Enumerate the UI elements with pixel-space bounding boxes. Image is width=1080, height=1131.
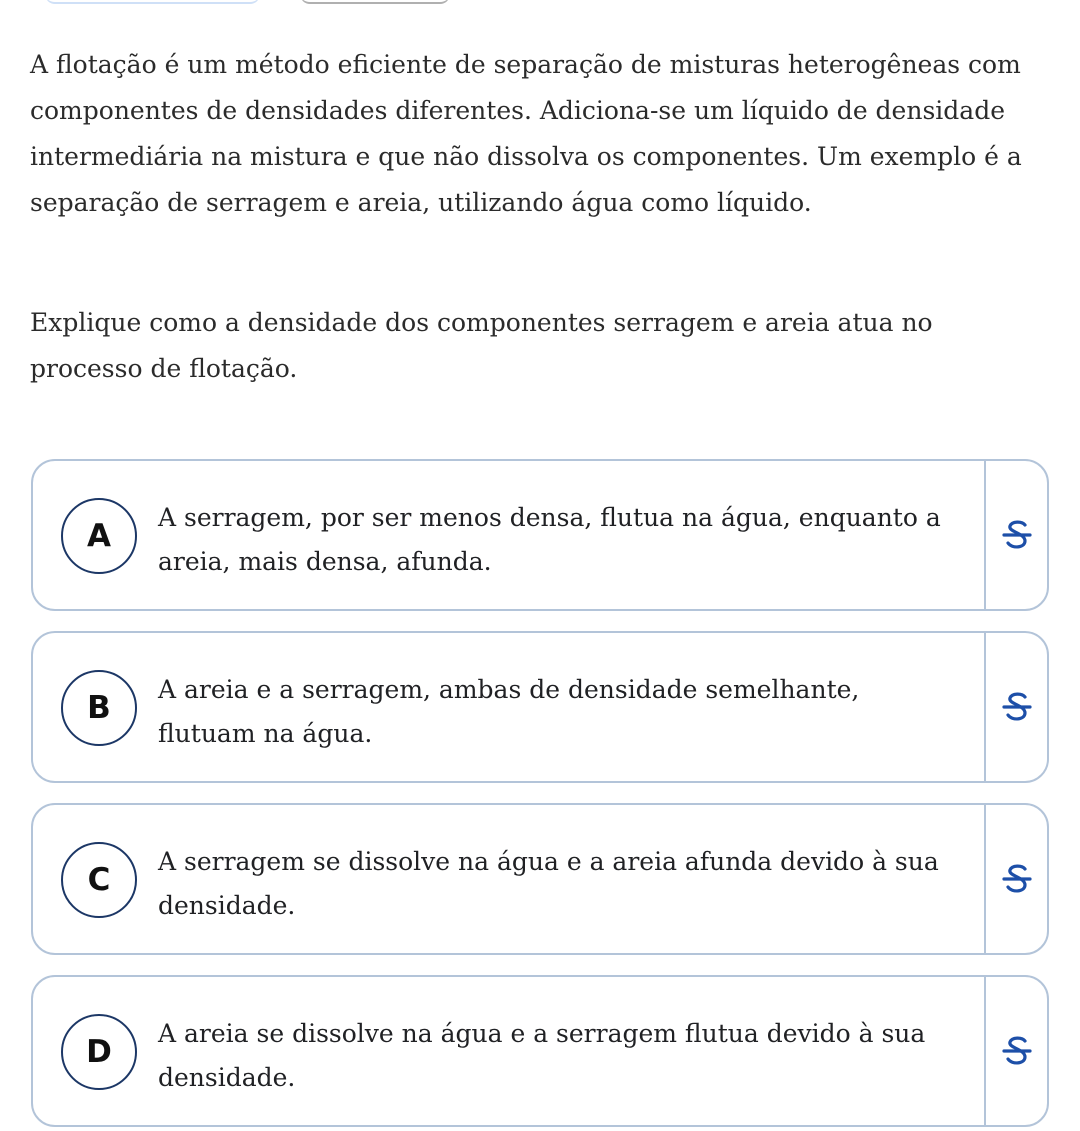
strikethrough-s-icon (1001, 515, 1033, 555)
option-text: A serragem, por ser menos densa, flutua na água, enquanto a areia, mais densa, afunda. (158, 503, 941, 576)
option-divider (984, 459, 986, 611)
top-tab-edge (45, 0, 260, 4)
option-letter-badge: B (61, 670, 137, 746)
strikethrough-button[interactable] (998, 856, 1036, 902)
strikethrough-s-icon (1001, 687, 1033, 727)
option-text: A areia se dissolve na água e a serragem flutua devido à sua densidade. (158, 1019, 926, 1092)
top-tab-strip (0, 0, 1080, 6)
option-divider (984, 631, 986, 783)
answer-option-b[interactable] (31, 631, 1049, 783)
option-divider (984, 803, 986, 955)
answer-option-a[interactable] (31, 459, 1049, 611)
answer-option-c[interactable] (31, 803, 1049, 955)
option-letter-badge: A (61, 498, 137, 574)
strikethrough-s-icon (1001, 859, 1033, 899)
question-prompt: Explique como a densidade dos componentes serragem e areia atua no processo de flotação. (30, 308, 933, 383)
strikethrough-button[interactable] (998, 684, 1036, 730)
strikethrough-button[interactable] (998, 1028, 1036, 1074)
option-letter-badge: D (61, 1014, 137, 1090)
strikethrough-button[interactable] (998, 512, 1036, 558)
answer-option-d[interactable] (31, 975, 1049, 1127)
option-text: A serragem se dissolve na água e a areia afunda devido à sua densidade. (158, 847, 939, 920)
option-letter-badge: C (61, 842, 137, 918)
top-tab-edge (300, 0, 450, 4)
intro-paragraph: A flotação é um método eficiente de separação de misturas heterogêneas com componentes de densidades diferentes. Adiciona-se um líquido de densidade intermediária na mistura e que não dissolva os componentes. Um exemplo é a separação de serragem e areia, utilizando água como líquido. (30, 50, 1022, 217)
option-text: A areia e a serragem, ambas de densidade semelhante, flutuam na água. (158, 675, 860, 748)
strikethrough-s-icon (1001, 1031, 1033, 1071)
option-divider (984, 975, 986, 1127)
